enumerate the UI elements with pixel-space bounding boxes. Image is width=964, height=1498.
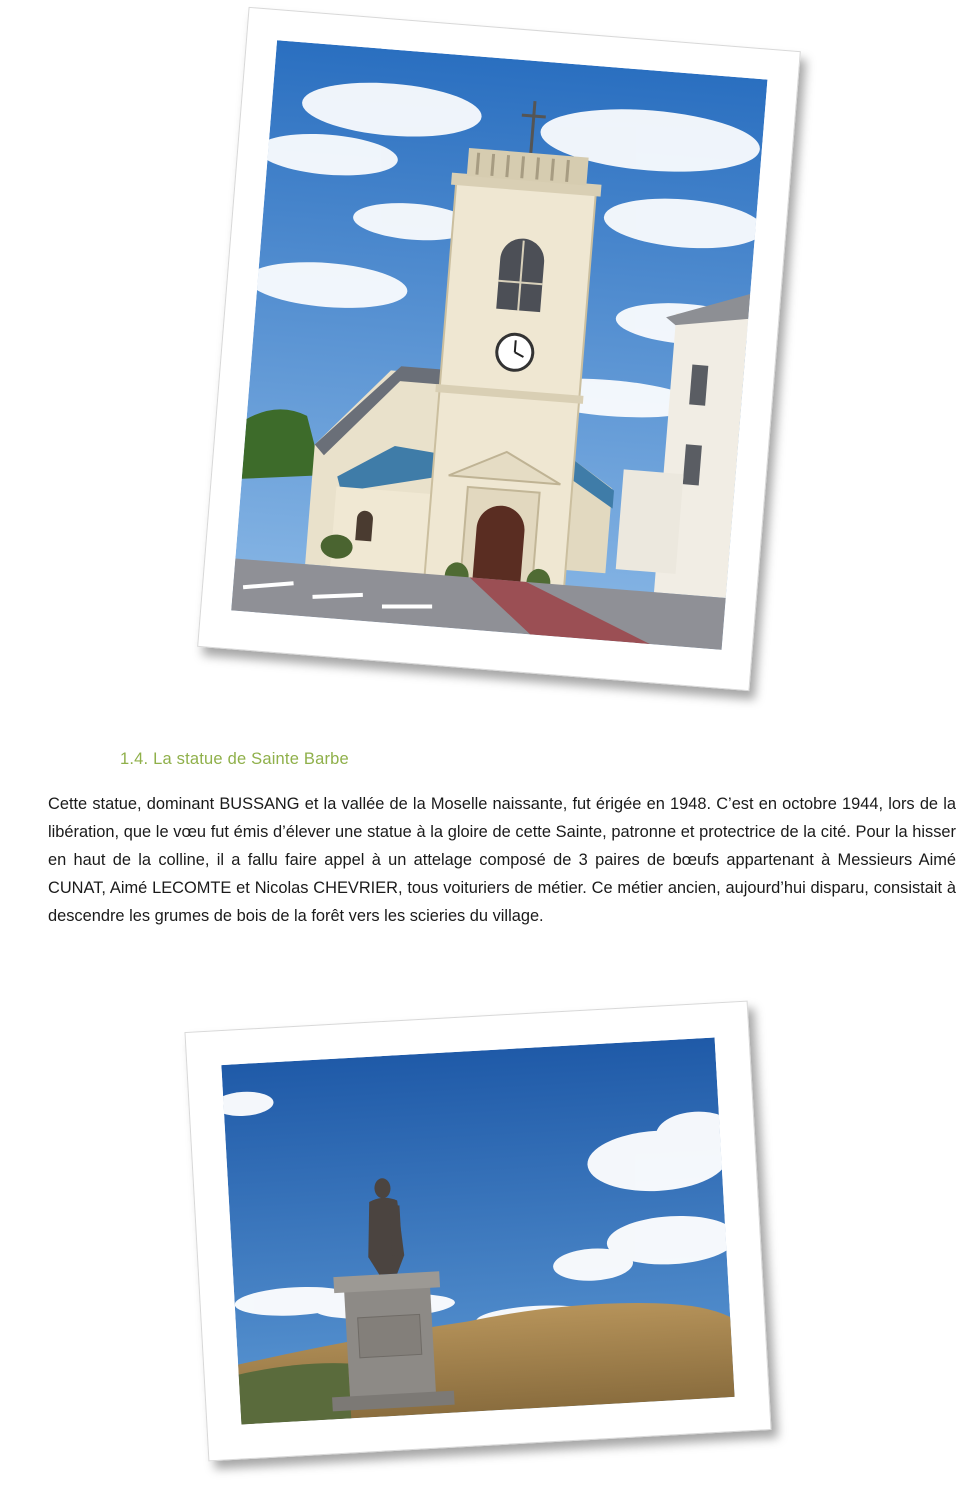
church-photo-frame — [197, 7, 801, 691]
section-paragraph: Cette statue, dominant BUSSANG et la vallée de la Moselle naissante, fut érigée en 1948. C’est en octobre 1944, lors de la libération, que le vœu fut émis d’élever une statue à la gloire de cette Sainte, patronne et protectrice de la cité. Pour la hisser en haut de la colline, il a fallu faire appel à un attelage composé de 3 paires de bœufs appartenant à Messieurs Aimé CUNAT, Aimé LECOMTE et Nicolas CHEVRIER, tous voituriers de métier. Ce métier ancien, aujourd’hui disparu, consistait à descendre les grumes de bois de la forêt vers les scieries du village. — [48, 795, 956, 925]
statue-photo — [221, 1037, 734, 1424]
church-photo — [231, 40, 767, 650]
section-heading: 1.4. La statue de Sainte Barbe — [120, 750, 349, 768]
statue-photo-frame — [184, 1001, 771, 1462]
